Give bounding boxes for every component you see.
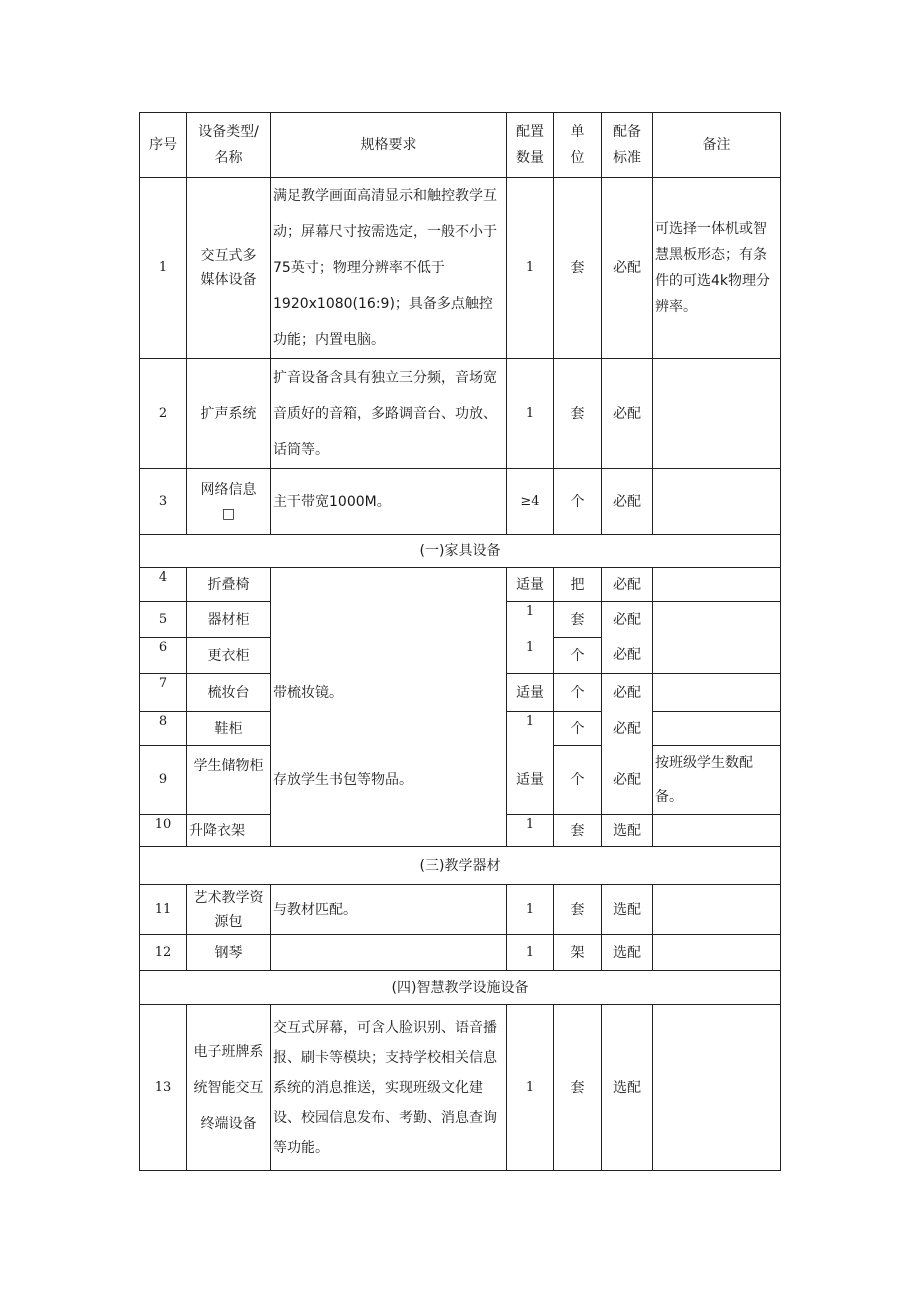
row-unit: 套 <box>554 178 602 359</box>
row-note <box>653 469 781 535</box>
header-spec: 规格要求 <box>271 113 507 178</box>
row-std: 必配 <box>602 359 653 469</box>
row-name: 器材柜 <box>187 602 271 638</box>
table-row <box>140 638 781 674</box>
row-name-line1: 网络信息 <box>200 481 257 498</box>
row-no: 8 <box>140 712 187 746</box>
header-note: 备注 <box>653 113 781 178</box>
row-unit: 套 <box>554 359 602 469</box>
header-std <box>602 113 653 178</box>
table-row <box>140 674 781 712</box>
row-name-line1: 交互式多 <box>200 248 257 264</box>
row-no: 6 <box>140 638 187 674</box>
row-spec <box>271 815 507 847</box>
equipment-table-sheet <box>139 112 780 1171</box>
row-qty: 1 <box>507 1005 554 1171</box>
row-std: 必配 <box>602 638 653 674</box>
row-unit: 把 <box>554 568 602 602</box>
row-std: 必配 <box>602 746 653 815</box>
equipment-table <box>139 112 781 1171</box>
row-qty: 1 <box>507 359 554 469</box>
row-spec <box>271 638 507 674</box>
row-name: 梳妆台 <box>187 674 271 712</box>
row-name: 学生储物柜 <box>187 746 271 815</box>
row-unit: 套 <box>554 1005 602 1171</box>
row-note <box>653 602 781 638</box>
row-spec <box>271 568 507 602</box>
table-row <box>140 469 781 535</box>
table-row <box>140 815 781 847</box>
table-row <box>140 178 781 359</box>
row-name: 钢琴 <box>187 935 271 971</box>
header-std-line1: 配备 <box>613 124 641 140</box>
row-note <box>653 935 781 971</box>
row-note <box>653 359 781 469</box>
row-name: 折叠椅 <box>187 568 271 602</box>
table-row <box>140 568 781 602</box>
row-name-line1: 艺术教学资 <box>193 889 264 906</box>
header-qty-line2: 数量 <box>516 150 544 166</box>
row-spec: 满足教学画面高清显示和触控教学互动；屏幕尺寸按需选定，一般不小于75英寸；物理分辨率不低于1920x1080(16:9)；具备多点触控功能；内置电脑。 <box>271 178 507 359</box>
header-qty <box>507 113 554 178</box>
header-unit-line1: 单 <box>570 124 585 140</box>
row-unit: 架 <box>554 935 602 971</box>
section-title: (三)教学器材 <box>140 847 781 885</box>
row-qty: 1 <box>507 885 554 935</box>
row-no: 13 <box>140 1005 187 1171</box>
row-name: 扩声系统 <box>187 359 271 469</box>
row-note <box>653 1005 781 1171</box>
table-row <box>140 359 781 469</box>
row-qty: 适量 <box>507 674 554 712</box>
row-spec <box>271 712 507 746</box>
row-std: 必配 <box>602 602 653 638</box>
row-qty: 1 <box>507 602 554 638</box>
row-name-line2: 媒体设备 <box>200 272 257 288</box>
row-no: 3 <box>140 469 187 535</box>
table-row <box>140 935 781 971</box>
row-qty: 1 <box>507 712 554 746</box>
row-name: 鞋柜 <box>187 712 271 746</box>
row-spec: 主干带宽1000M。 <box>271 469 507 535</box>
header-std-line2: 标准 <box>613 150 641 166</box>
table-header-row <box>140 113 781 178</box>
header-unit <box>554 113 602 178</box>
row-unit: 套 <box>554 885 602 935</box>
row-std: 必配 <box>602 568 653 602</box>
header-unit-line2: 位 <box>570 150 585 166</box>
row-std: 选配 <box>602 935 653 971</box>
row-note: 可选择一体机或智慧黑板形态；有条件的可选4k物理分辨率。 <box>653 178 781 359</box>
section-title: (一)家具设备 <box>140 535 781 568</box>
header-seq: 序号 <box>140 113 187 178</box>
header-type-line2: 名称 <box>214 150 243 166</box>
header-type-line1: 设备类型/ <box>198 124 259 140</box>
row-name <box>187 178 271 359</box>
row-spec: 交互式屏幕，可含人脸识别、语音播报、刷卡等模块；支持学校相关信息系统的消息推送，实现班级文化建设、校园信息发布、考勤、消息查询等功能。 <box>271 1005 507 1171</box>
row-note <box>653 638 781 674</box>
row-spec: 与教材匹配。 <box>271 885 507 935</box>
row-name: 更衣柜 <box>187 638 271 674</box>
row-unit: 个 <box>554 746 602 815</box>
row-no: 7 <box>140 674 187 712</box>
row-qty: 1 <box>507 638 554 674</box>
row-note <box>653 885 781 935</box>
row-note <box>653 674 781 712</box>
row-std: 选配 <box>602 815 653 847</box>
row-no: 9 <box>140 746 187 815</box>
row-no: 1 <box>140 178 187 359</box>
row-name: 电子班牌系统智能交互终端设备 <box>187 1005 271 1171</box>
row-note <box>653 815 781 847</box>
row-qty: 1 <box>507 178 554 359</box>
header-type <box>187 113 271 178</box>
row-std: 必配 <box>602 712 653 746</box>
row-note <box>653 568 781 602</box>
row-no: 11 <box>140 885 187 935</box>
row-no: 2 <box>140 359 187 469</box>
row-unit: 个 <box>554 638 602 674</box>
row-unit: 套 <box>554 602 602 638</box>
table-row <box>140 1005 781 1171</box>
row-spec <box>271 935 507 971</box>
row-spec: 扩音设备含具有独立三分频，音场宽音质好的音箱，多路调音台、功放、话筒等。 <box>271 359 507 469</box>
header-qty-line1: 配置 <box>516 124 544 140</box>
row-name <box>187 885 271 935</box>
row-no: 4 <box>140 568 187 602</box>
row-no: 10 <box>140 815 187 847</box>
row-note: 按班级学生数配备。 <box>653 746 781 815</box>
row-std: 选配 <box>602 885 653 935</box>
row-no: 5 <box>140 602 187 638</box>
row-unit: 个 <box>554 674 602 712</box>
section-title: (四)智慧教学设施设备 <box>140 971 781 1005</box>
row-qty: 1 <box>507 935 554 971</box>
table-row <box>140 746 781 815</box>
row-unit: 个 <box>554 469 602 535</box>
row-std: 必配 <box>602 178 653 359</box>
section-row-furniture <box>140 535 781 568</box>
row-std: 选配 <box>602 1005 653 1171</box>
table-row <box>140 712 781 746</box>
row-unit: 个 <box>554 712 602 746</box>
row-name-line2: 源包 <box>214 913 243 930</box>
section-row-smart <box>140 971 781 1005</box>
row-no: 12 <box>140 935 187 971</box>
row-spec: 带梳妆镜。 <box>271 674 507 712</box>
row-name <box>187 469 271 535</box>
row-spec <box>271 602 507 638</box>
row-note <box>653 712 781 746</box>
row-spec: 存放学生书包等物品。 <box>271 746 507 815</box>
row-unit: 套 <box>554 815 602 847</box>
row-name-line2: □ <box>221 505 236 522</box>
row-qty: ≥4 <box>507 469 554 535</box>
table-row <box>140 602 781 638</box>
row-std: 必配 <box>602 674 653 712</box>
table-row <box>140 885 781 935</box>
row-name: 升降衣架 <box>187 815 271 847</box>
section-row-equipment <box>140 847 781 885</box>
row-qty: 适量 <box>507 746 554 815</box>
row-qty: 1 <box>507 815 554 847</box>
row-qty: 适量 <box>507 568 554 602</box>
row-std: 必配 <box>602 469 653 535</box>
